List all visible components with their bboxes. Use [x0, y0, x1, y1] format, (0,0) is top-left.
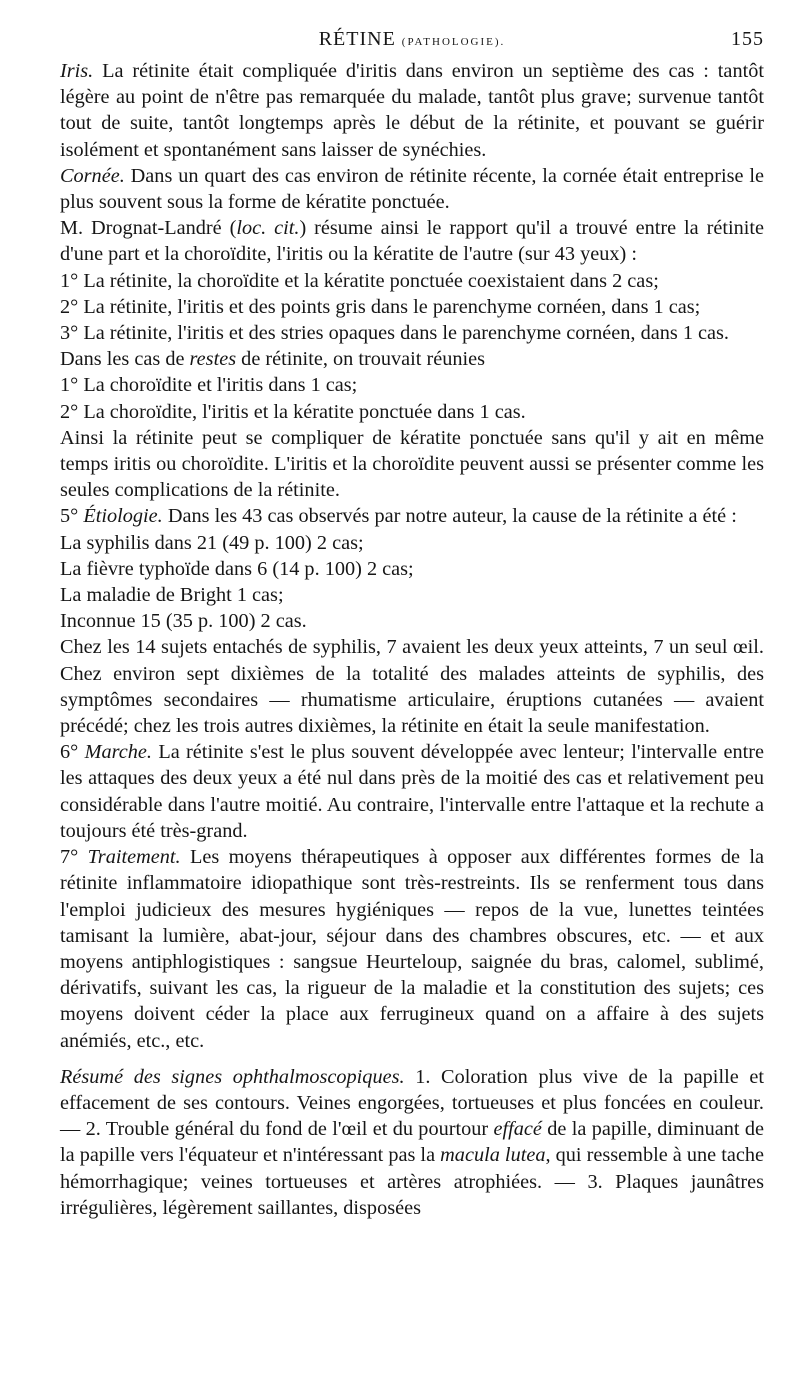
list-item: Inconnue 15 (35 p. 100) 2 cas.: [60, 610, 307, 633]
list-item: 1° La choroïdite et l'iritis dans 1 cas;: [60, 374, 358, 397]
paragraph-drognat: M. Drognat-Landré (loc. cit.) résume ainsi le rapport qu'il a trouvé entre la rétinite d'une part et la choroïdite, l'iritis ou la kératite de l'autre (sur 43 yeux) :: [60, 217, 765, 266]
list-item: 1° La rétinite, la choroïdite et la kératite ponctuée coexistaient dans 2 cas;: [60, 269, 659, 292]
paragraph-lead: Cornée.: [60, 164, 125, 187]
paragraph-iris: Iris. La rétinite était compliquée d'iritis dans environ un septième des cas : tantôt légère au point de n'être pas remarquée du malade, tantôt plus grave; survenue tantôt tout de suite, tantôt longtemps après le début de la rétinite, et pouvant se guérir isolément et spontanément sans laisser de synéchies.: [60, 60, 764, 161]
running-title-main: RÉTINE: [318, 28, 396, 50]
paragraph-traitement: 7° Traitement. Les moyens thérapeutiques à opposer aux différentes formes de la rétinite inflammatoire idiopathique sont très-restreints. Ils se renferment tous dans l'emploi judicieux des mesures hygiéniques — repos de la vue, lunettes teintées tamisant la lumière, abat-jour, séjour dans des chambres obscures, etc. — et aux moyens antiphlogistiques : sangsue Heurteloup, saignée du bras, calomel, sublimé, dérivatifs, suivant les cas, la rigueur de la maladie et la constitution des sujets; ces moyens doivent céder la place aux ferrugineux quand on a affaire à des sujets anémiés, etc., etc.: [60, 846, 764, 1052]
paragraph-marche: 6° Marche. La rétinite s'est le plus souvent développée avec lenteur; l'intervalle entre les attaques des deux yeux a été nul dans près de la moitié des cas et relativement peu considérable dans l'autre moitié. Au contraire, l'intervalle entre l'attaque et la rechute a toujours été très-grand.: [60, 741, 764, 842]
paragraph-lead: Iris.: [60, 60, 94, 82]
running-title-sub: (PATHOLOGIE).: [401, 36, 506, 48]
paragraph-cornee: Cornée. Dans un quart des cas environ de rétinite récente, la cornée était entreprise le plus souvent sous la forme de kératite ponctuée.: [60, 164, 764, 214]
running-head: [60, 28, 764, 58]
paragraph-resume: Résumé des signes ophthalmoscopiques. 1. Coloration plus vive de la papille et effacement de ses contours. Veines engorgées, tortueuses et plus foncées en couleur. — 2. Trouble général du fond de l'œil et du pourtour effacé de la papille, diminuant de la papille vers l'équateur et n'intéressant pas la macula lutea, qui ressemble à une tache hémorrhagique; veines tortueuses et artères atrophiées. — 3. Plaques jaunâtres irrégulières, légèrement saillantes, disposées: [60, 1065, 765, 1219]
paragraph-restes: Dans les cas de restes de rétinite, on trouvait réunies: [60, 348, 486, 371]
paragraph-ainsi: Ainsi la rétinite peut se compliquer de kératite ponctuée sans qu'il y ait en même temps iritis ou choroïdite. L'iritis et la choroïdite peuvent aussi se présenter comme les seules complications de la rétinite.: [60, 426, 764, 502]
list-item: La fièvre typhoïde dans 6 (14 p. 100) 2 cas;: [60, 557, 414, 580]
list-item: 2° La choroïdite, l'iritis et la kératite ponctuée dans 1 cas.: [60, 400, 526, 423]
summary-lead: Résumé des signes ophthalmoscopiques.: [60, 1065, 405, 1088]
list-item: 2° La rétinite, l'iritis et des points gris dans le parenchyme cornéen, dans 1 cas;: [60, 295, 701, 318]
list-item: La maladie de Bright 1 cas;: [60, 584, 284, 607]
running-title: [60, 28, 764, 51]
paragraph-syphilis: Chez les 14 sujets entachés de syphilis, 7 avaient les deux yeux atteints, 7 un seul œil. Chez environ sept dixièmes de la totalité des malades atteints de syphilis, des symptômes secondaires — rhumatisme articulaire, éruptions cutanées — avaient précédé; chez les trois autres dixièmes, la rétinite en était la seule manifestation.: [60, 636, 764, 738]
body-text: [60, 58, 764, 1221]
list-item: La syphilis dans 21 (49 p. 100) 2 cas;: [60, 531, 364, 554]
list-item: 3° La rétinite, l'iritis et des stries opaques dans le parenchyme cornéen, dans 1 cas.: [60, 322, 729, 345]
paragraph-etiologie: 5° Étiologie. Dans les 43 cas observés par notre auteur, la cause de la rétinite a été :: [60, 505, 737, 528]
page-number: 155: [731, 28, 764, 50]
